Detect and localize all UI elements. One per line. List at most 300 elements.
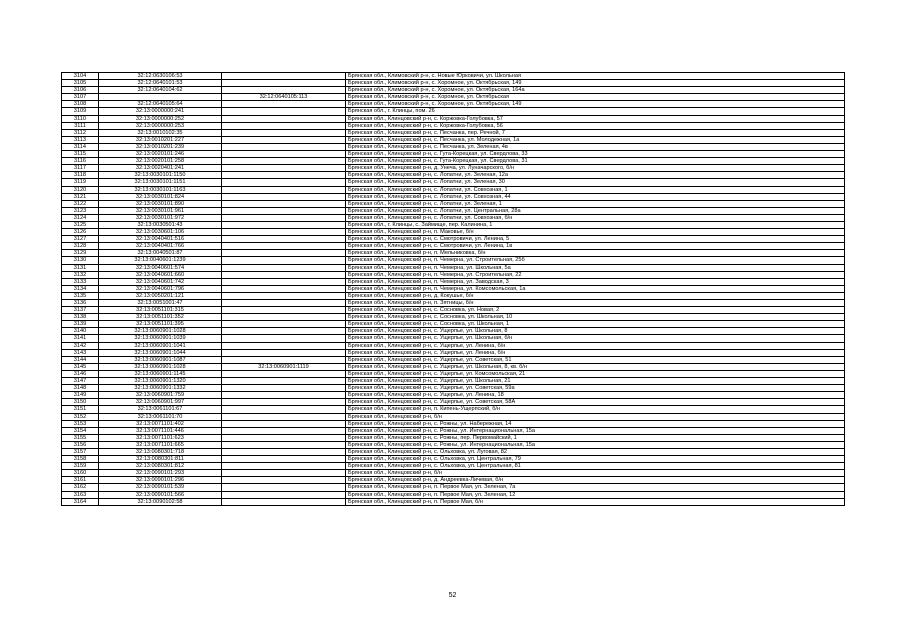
table-row (62, 236, 845, 243)
address-cell: Брянская обл., Клинцовский р-н, с. Лопатни, ул. Зеленая, 30 (346, 179, 845, 186)
secondary-cadastral-number-cell (222, 342, 346, 349)
secondary-cadastral-number-cell (222, 285, 346, 292)
address-cell: Брянская обл., Клинцовский р-н, с. Сосновка, ул. Новая, 2 (346, 307, 845, 314)
table-row (62, 491, 845, 498)
table-row (62, 307, 845, 314)
address-cell: Брянская обл., Клинцовский р-н, п. Кипень-Ущерпский, б/н (346, 406, 845, 413)
secondary-cadastral-number-cell (222, 186, 346, 193)
row-number-cell: 3115 (62, 151, 99, 158)
table-row (62, 243, 845, 250)
address-cell: Брянская обл., Клинцовский р-н, с. Песчанка, ул. Зеленая, 4в (346, 143, 845, 150)
secondary-cadastral-number-cell (222, 214, 346, 221)
secondary-cadastral-number-cell (222, 73, 346, 80)
row-number-cell: 3146 (62, 370, 99, 377)
row-number-cell: 3123 (62, 207, 99, 214)
table-row (62, 87, 845, 94)
table-row (62, 427, 845, 434)
table-row (62, 73, 845, 80)
secondary-cadastral-number-cell (222, 264, 346, 271)
row-number-cell: 3156 (62, 441, 99, 448)
secondary-cadastral-number-cell (222, 108, 346, 115)
row-number-cell: 3157 (62, 448, 99, 455)
row-number-cell: 3136 (62, 300, 99, 307)
row-number-cell: 3109 (62, 108, 99, 115)
table-row (62, 115, 845, 122)
table-row (62, 448, 845, 455)
row-number-cell: 3134 (62, 285, 99, 292)
secondary-cadastral-number-cell (222, 420, 346, 427)
table-row (62, 413, 845, 420)
cadastral-number-cell: 32:13:0060901:1087 (99, 356, 222, 363)
table-row (62, 385, 845, 392)
row-number-cell: 3119 (62, 179, 99, 186)
secondary-cadastral-number-cell (222, 292, 346, 299)
row-number-cell: 3106 (62, 87, 99, 94)
row-number-cell: 3110 (62, 115, 99, 122)
cadastral-number-cell: 32:13:0060901:1145 (99, 370, 222, 377)
address-cell: Брянская обл., Клинцовский р-н, п. Первое Мая, ул. Зеленая, 12 (346, 491, 845, 498)
secondary-cadastral-number-cell (222, 115, 346, 122)
table-row (62, 165, 845, 172)
secondary-cadastral-number-cell (222, 172, 346, 179)
secondary-cadastral-number-cell (222, 321, 346, 328)
row-number-cell: 3147 (62, 378, 99, 385)
cadastral-number-cell: 32:13:0050201:121 (99, 292, 222, 299)
secondary-cadastral-number-cell (222, 491, 346, 498)
address-cell: Брянская обл., Клинцовский р-н, с. Ущерпье, ул. Школьная, 8 (346, 328, 845, 335)
secondary-cadastral-number-cell (222, 328, 346, 335)
table-row (62, 193, 845, 200)
address-cell: Брянская обл., Клинцовский р-н, п. Зятницы, б/н (346, 300, 845, 307)
table-row (62, 94, 845, 101)
row-number-cell: 3149 (62, 392, 99, 399)
cadastral-number-cell: 32:13:0071101:623 (99, 434, 222, 441)
address-cell: Брянская обл., Клинцовский р-н, с. Ущерпье, ул. Советская, 51 (346, 356, 845, 363)
table-row (62, 420, 845, 427)
table-row (62, 80, 845, 87)
cadastral-number-cell: 32:13:0090102:58 (99, 498, 222, 505)
table-row (62, 207, 845, 214)
cadastral-number-cell: 32:13:0030101:1151 (99, 179, 222, 186)
row-number-cell: 3155 (62, 434, 99, 441)
secondary-cadastral-number-cell (222, 250, 346, 257)
secondary-cadastral-number-cell (222, 271, 346, 278)
row-number-cell: 3139 (62, 321, 99, 328)
secondary-cadastral-number-cell (222, 484, 346, 491)
address-cell: Брянская обл., Клинцовский р-н, п. Маковье, б/н (346, 229, 845, 236)
address-cell: Брянская обл., Клинцовский р-н, с. Ущерпье, ул. Ленина, б/н (346, 342, 845, 349)
address-cell: Брянская обл., Клинцовский р-н, с. Песчанка, пер. Речной, 7 (346, 129, 845, 136)
address-cell: Брянская обл., Клинцовский р-н, д. Андреевка-Личевая, б/н (346, 477, 845, 484)
address-cell: Брянская обл., Клинцовский р-н, с. Сосновка, ул. Школьная, 10 (346, 314, 845, 321)
cadastral-number-cell: 32:13:0000000:241 (99, 108, 222, 115)
cadastral-number-cell: 32:12:0640105:64 (99, 101, 222, 108)
address-cell: Брянская обл., Клинцовский р-н, с. Ущерпье, ул. Школьная, б/н (346, 335, 845, 342)
row-number-cell: 3131 (62, 264, 99, 271)
register-table-body (62, 73, 845, 506)
cadastral-number-cell: 32:13:0000000:252 (99, 115, 222, 122)
table-row (62, 158, 845, 165)
cadastral-number-cell: 32:13:0000000:253 (99, 122, 222, 129)
cadastral-number-cell: 32:13:0020101:258 (99, 158, 222, 165)
secondary-cadastral-number-cell (222, 87, 346, 94)
table-row (62, 463, 845, 470)
cadastral-number-cell: 32:13:0030501:43 (99, 221, 222, 228)
row-number-cell: 3154 (62, 427, 99, 434)
secondary-cadastral-number-cell (222, 158, 346, 165)
table-row (62, 406, 845, 413)
table-row (62, 356, 845, 363)
table-row (62, 392, 845, 399)
table-row (62, 250, 845, 257)
table-row (62, 342, 845, 349)
cadastral-number-cell: 32:13:0051101:315 (99, 307, 222, 314)
address-cell: Брянская обл., Клинцовский р-н, п. Первое Мая, б/н (346, 498, 845, 505)
address-cell: Брянская обл., Клинцовский р-н, с. Ущерпье, ул. Комсомольская, 21 (346, 370, 845, 377)
cadastral-number-cell: 32:13:0030601:106 (99, 229, 222, 236)
address-cell: Брянская обл., Клинцовский р-н, с. Гута-Корецкая, ул. Свердлова, 31 (346, 158, 845, 165)
secondary-cadastral-number-cell (222, 427, 346, 434)
row-number-cell: 3133 (62, 278, 99, 285)
secondary-cadastral-number-cell (222, 370, 346, 377)
cadastral-number-cell: 32:13:0040601:796 (99, 285, 222, 292)
row-number-cell: 3105 (62, 80, 99, 87)
cadastral-number-cell: 32:13:0020401:241 (99, 165, 222, 172)
cadastral-number-cell: 32:13:0030101:961 (99, 207, 222, 214)
address-cell: Брянская обл., Клинцовский р-н, с. Ущерпье, ул. Школьная, 8, кв. б/н (346, 363, 845, 370)
row-number-cell: 3159 (62, 463, 99, 470)
row-number-cell: 3111 (62, 122, 99, 129)
cadastral-number-cell: 32:13:0090101:566 (99, 491, 222, 498)
secondary-cadastral-number-cell (222, 229, 346, 236)
row-number-cell: 3164 (62, 498, 99, 505)
table-row (62, 108, 845, 115)
address-cell: Брянская обл., Климовский р-н, с. Хоромное, ул. Октябрьская, 164а (346, 87, 845, 94)
table-row (62, 300, 845, 307)
secondary-cadastral-number-cell (222, 314, 346, 321)
table-row (62, 363, 845, 370)
row-number-cell: 3141 (62, 335, 99, 342)
address-cell: Брянская обл., Клинцовский р-н, с. Рожны, ул. Интернациональная, 15а (346, 427, 845, 434)
row-number-cell: 3148 (62, 385, 99, 392)
cadastral-number-cell: 32:13:0060901:1320 (99, 378, 222, 385)
row-number-cell: 3129 (62, 250, 99, 257)
secondary-cadastral-number-cell (222, 335, 346, 342)
table-row (62, 477, 845, 484)
cadastral-number-cell: 32:13:0060901:1028 (99, 328, 222, 335)
secondary-cadastral-number-cell (222, 441, 346, 448)
cadastral-number-cell: 32:13:0030101:890 (99, 200, 222, 207)
secondary-cadastral-number-cell (222, 200, 346, 207)
secondary-cadastral-number-cell (222, 463, 346, 470)
address-cell: Брянская обл., Клинцовский р-н, с. Ущерпье, ул. Советская, 59а (346, 385, 845, 392)
secondary-cadastral-number-cell (222, 392, 346, 399)
row-number-cell: 3162 (62, 484, 99, 491)
cadastral-number-cell: 32:13:0071101:402 (99, 420, 222, 427)
secondary-cadastral-number-cell (222, 101, 346, 108)
cadastral-number-cell: 32:13:0060901:1041 (99, 342, 222, 349)
table-row (62, 200, 845, 207)
row-number-cell: 3142 (62, 342, 99, 349)
address-cell: Брянская обл., Клинцовский р-н, с. Лопатни, ул. Совхозная, 1 (346, 186, 845, 193)
secondary-cadastral-number-cell (222, 349, 346, 356)
cadastral-number-cell: 32:13:0090101:296 (99, 477, 222, 484)
row-number-cell: 3137 (62, 307, 99, 314)
address-cell: Брянская обл., Клинцовский р-н, с. Сосновка, ул. Школьная, 1 (346, 321, 845, 328)
cadastral-number-cell: 32:12:0640104:62 (99, 87, 222, 94)
address-cell: Брянская обл., Клинцовский р-н, с. Смотровичи, ул. Ленина, 5 (346, 236, 845, 243)
table-row (62, 221, 845, 228)
table-row (62, 378, 845, 385)
cadastral-number-cell: 32:13:0080301:811 (99, 456, 222, 463)
secondary-cadastral-number-cell (222, 80, 346, 87)
row-number-cell: 3127 (62, 236, 99, 243)
secondary-cadastral-number-cell (222, 307, 346, 314)
address-cell: Брянская обл., Клинцовский р-н, с. Ущерпье, ул. Ленина, б/н (346, 349, 845, 356)
cadastral-number-cell: 32:13:0060901:1028 (99, 363, 222, 370)
table-row (62, 399, 845, 406)
secondary-cadastral-number-cell (222, 470, 346, 477)
secondary-cadastral-number-cell (222, 221, 346, 228)
address-cell: Брянская обл., Клинцовский р-н, п. Чемерна, ул. Комсомольская, 1а (346, 285, 845, 292)
cadastral-number-cell: 32:13:0040601:660 (99, 271, 222, 278)
table-row (62, 143, 845, 150)
address-cell: Брянская обл., Климовский р-н, с. Хоромное, ул. Октябрьская (346, 94, 845, 101)
secondary-cadastral-number-cell (222, 179, 346, 186)
row-number-cell: 3132 (62, 271, 99, 278)
address-cell: Брянская обл., Клинцовский р-н, д. Унеча, ул. Луначарского, б/н (346, 165, 845, 172)
cadastral-number-cell: 32:13:0040501:87 (99, 250, 222, 257)
row-number-cell: 3128 (62, 243, 99, 250)
cadastral-number-cell: 32:13:0090101:293 (99, 470, 222, 477)
address-cell: Брянская обл., Клинцовский р-н, п. Чемерна, ул. Заводская, 3 (346, 278, 845, 285)
table-row (62, 349, 845, 356)
cadastral-number-cell: 32:12:0640101:53 (99, 80, 222, 87)
address-cell: Брянская обл., Клинцовский р-н, с. Лопатни, ул. Совхозная, 44 (346, 193, 845, 200)
address-cell: Брянская обл., Клинцовский р-н, с. Лопатни, ул. Совхозная, б/н (346, 214, 845, 221)
address-cell: Брянская обл., г. Клинцы, пом. 26 (346, 108, 845, 115)
cadastral-number-cell: 32:13:0061101:70 (99, 413, 222, 420)
address-cell: Брянская обл., Клинцовский р-н, с. Ущерпье, ул. Школьная, 21 (346, 378, 845, 385)
address-cell: Брянская обл., Клинцовский р-н, с. Ольховка, ул. Центральная, 81 (346, 463, 845, 470)
row-number-cell: 3125 (62, 221, 99, 228)
row-number-cell: 3124 (62, 214, 99, 221)
address-cell: Брянская обл., Клинцовский р-н, с. Рожны, ул. Интернациональная, 15а (346, 441, 845, 448)
table-row (62, 101, 845, 108)
row-number-cell: 3151 (62, 406, 99, 413)
secondary-cadastral-number-cell (222, 378, 346, 385)
table-row (62, 179, 845, 186)
cadastral-number-cell: 32:13:0020101:246 (99, 151, 222, 158)
cadastral-number-cell: 32:13:0051101:352 (99, 314, 222, 321)
secondary-cadastral-number-cell (222, 434, 346, 441)
address-cell: Брянская обл., Клинцовский р-н, с. Песчанка, ул. Молодежная, 1а (346, 136, 845, 143)
row-number-cell: 3118 (62, 172, 99, 179)
row-number-cell: 3144 (62, 356, 99, 363)
row-number-cell: 3126 (62, 229, 99, 236)
address-cell: Брянская обл., Климовский р-н, с. Хоромное, ул. Октябрьская, 149 (346, 80, 845, 87)
row-number-cell: 3107 (62, 94, 99, 101)
row-number-cell: 3114 (62, 143, 99, 150)
row-number-cell: 3152 (62, 413, 99, 420)
row-number-cell: 3113 (62, 136, 99, 143)
cadastral-number-cell: 32:13:0060901:997 (99, 399, 222, 406)
row-number-cell: 3122 (62, 200, 99, 207)
address-cell: Брянская обл., Клинцовский р-н, с. Коржовка-Голубовка, 56 (346, 122, 845, 129)
cadastral-number-cell: 32:13:0040601:574 (99, 264, 222, 271)
table-row (62, 229, 845, 236)
secondary-cadastral-number-cell (222, 300, 346, 307)
cadastral-number-cell: 32:13:0030101:824 (99, 193, 222, 200)
address-cell: Брянская обл., Клинцовский р-н, с. Коржовка-Голубовка, 57 (346, 115, 845, 122)
address-cell: Брянская обл., Клинцовский р-н, с. Рожны, ул. Набережная, 14 (346, 420, 845, 427)
row-number-cell: 3161 (62, 477, 99, 484)
secondary-cadastral-number-cell (222, 165, 346, 172)
cadastral-number-cell: 32:13:0010201:239 (99, 143, 222, 150)
row-number-cell: 3160 (62, 470, 99, 477)
cadastral-number-cell: 32:13:0040601:1239 (99, 257, 222, 264)
address-cell: Брянская обл., Клинцовский р-н, д. Кокушье, б/н (346, 292, 845, 299)
secondary-cadastral-number-cell (222, 385, 346, 392)
table-row (62, 257, 845, 264)
secondary-cadastral-number-cell (222, 356, 346, 363)
table-row (62, 151, 845, 158)
address-cell: Брянская обл., Клинцовский р-н, с. Ольховка, ул. Центральная, 79 (346, 456, 845, 463)
table-row (62, 122, 845, 129)
secondary-cadastral-number-cell (222, 193, 346, 200)
secondary-cadastral-number-cell (222, 151, 346, 158)
row-number-cell: 3120 (62, 186, 99, 193)
address-cell: Брянская обл., Клинцовский р-н, с. Ольховка, ул. Луговая, 82 (346, 448, 845, 455)
cadastral-number-cell: 32:13:0060901:1039 (99, 335, 222, 342)
cadastral-number-cell: 32:13:0090101:539 (99, 484, 222, 491)
cadastral-number-cell: 32:13:0030101:972 (99, 214, 222, 221)
secondary-cadastral-number-cell (222, 498, 346, 505)
table-row (62, 441, 845, 448)
row-number-cell: 3163 (62, 491, 99, 498)
cadastral-number-cell: 32:13:0010102:35 (99, 129, 222, 136)
secondary-cadastral-number-cell (222, 236, 346, 243)
cadastral-number-cell (99, 94, 222, 101)
cadastral-number-cell: 32:13:0030101:1150 (99, 172, 222, 179)
secondary-cadastral-number-cell (222, 413, 346, 420)
table-row (62, 136, 845, 143)
row-number-cell: 3158 (62, 456, 99, 463)
table-row (62, 484, 845, 491)
table-row (62, 285, 845, 292)
address-cell: Брянская обл., Клинцовский р-н, п. Чемерна, ул. Строительная, 22 (346, 271, 845, 278)
row-number-cell: 3138 (62, 314, 99, 321)
address-cell: Брянская обл., Клинцовский р-н, с. Лопатни, ул. Центральная, 28а (346, 207, 845, 214)
address-cell: Брянская обл., Клинцовский р-н, б/н (346, 413, 845, 420)
row-number-cell: 3143 (62, 349, 99, 356)
row-number-cell: 3112 (62, 129, 99, 136)
address-cell: Брянская обл., Клинцовский р-н, п. Чемерна, ул. Школьная, 5а (346, 264, 845, 271)
table-row (62, 186, 845, 193)
row-number-cell: 3116 (62, 158, 99, 165)
cadastral-number-cell: 32:13:0061101:67 (99, 406, 222, 413)
address-cell: Брянская обл., Клинцовский р-н, с. Лопатни, ул. Зеленая, 1 (346, 200, 845, 207)
cadastral-number-cell: 32:13:0060901:759 (99, 392, 222, 399)
secondary-cadastral-number-cell: 32:12:0640105:113 (222, 94, 346, 101)
table-row (62, 264, 845, 271)
cadastral-number-cell: 32:13:0080301:812 (99, 463, 222, 470)
address-cell: Брянская обл., Клинцовский р-н, с. Рожны, пер. Первомайский, 1 (346, 434, 845, 441)
secondary-cadastral-number-cell (222, 129, 346, 136)
secondary-cadastral-number-cell (222, 399, 346, 406)
cadastral-number-cell: 32:13:0051001:47 (99, 300, 222, 307)
table-row (62, 278, 845, 285)
row-number-cell: 3121 (62, 193, 99, 200)
row-number-cell: 3104 (62, 73, 99, 80)
cadastral-number-cell: 32:13:0071101:446 (99, 427, 222, 434)
address-cell: Брянская обл., Клинцовский р-н, п. Первое Мая, ул. Зеленая, 7а (346, 484, 845, 491)
secondary-cadastral-number-cell (222, 207, 346, 214)
secondary-cadastral-number-cell (222, 477, 346, 484)
address-cell: Брянская обл., Клинцовский р-н, б/н (346, 470, 845, 477)
address-cell: Брянская обл., Климовский р-н, с. Новые Юрковичи, ул. Школьная (346, 73, 845, 80)
secondary-cadastral-number-cell: 32:13:0060901:1119 (222, 363, 346, 370)
cadastral-number-cell: 32:13:0080301:718 (99, 448, 222, 455)
secondary-cadastral-number-cell (222, 136, 346, 143)
secondary-cadastral-number-cell (222, 257, 346, 264)
cadastral-number-cell: 32:13:0040401:766 (99, 243, 222, 250)
row-number-cell: 3108 (62, 101, 99, 108)
address-cell: Брянская обл., Клинцовский р-н, п. Чемерна, ул. Строительная, 25б (346, 257, 845, 264)
row-number-cell: 3153 (62, 420, 99, 427)
address-cell: Брянская обл., Клинцовский р-н, с. Лопатни, ул. Зеленая, 12а (346, 172, 845, 179)
cadastral-number-cell: 32:13:0060901:1332 (99, 385, 222, 392)
address-cell: Брянская обл., Клинцовский р-н, с. Смотровичи, ул. Ленина, 1в (346, 243, 845, 250)
cadastral-number-cell: 32:13:0030101:1163 (99, 186, 222, 193)
property-register-table (61, 72, 845, 506)
address-cell: Брянская обл., Клинцовский р-н, с. Ущерпье, ул. Советская, 58А (346, 399, 845, 406)
table-row (62, 434, 845, 441)
cadastral-number-cell: 32:13:0010201:227 (99, 136, 222, 143)
secondary-cadastral-number-cell (222, 243, 346, 250)
address-cell: Брянская обл., Климовский р-н, с. Хоромное, ул. Октябрьская, 149 (346, 101, 845, 108)
secondary-cadastral-number-cell (222, 278, 346, 285)
secondary-cadastral-number-cell (222, 406, 346, 413)
address-cell: Брянская обл., Клинцовский р-н, с. Гута-Корецкая, ул. Свердлова, 33 (346, 151, 845, 158)
row-number-cell: 3135 (62, 292, 99, 299)
table-row (62, 470, 845, 477)
table-row (62, 335, 845, 342)
address-cell: Брянская обл., Клинцовский р-н, с. Ущерпье, ул. Ленина, 18 (346, 392, 845, 399)
cadastral-number-cell: 32:12:0630106:53 (99, 73, 222, 80)
address-cell: Брянская обл., г. Клинцы, с. Займище, пер. Калинина, 1 (346, 221, 845, 228)
cadastral-number-cell: 32:13:0051101:395 (99, 321, 222, 328)
cadastral-number-cell: 32:13:0071101:665 (99, 441, 222, 448)
row-number-cell: 3117 (62, 165, 99, 172)
table-row (62, 214, 845, 221)
secondary-cadastral-number-cell (222, 456, 346, 463)
table-row (62, 498, 845, 505)
table-row (62, 271, 845, 278)
cadastral-number-cell: 32:13:0040401:516 (99, 236, 222, 243)
row-number-cell: 3150 (62, 399, 99, 406)
row-number-cell: 3145 (62, 363, 99, 370)
row-number-cell: 3130 (62, 257, 99, 264)
address-cell: Брянская обл., Клинцовский р-н, п. Мельниковка, б/н (346, 250, 845, 257)
table-row (62, 314, 845, 321)
page-number: 52 (448, 592, 457, 599)
table-row (62, 129, 845, 136)
table-row (62, 370, 845, 377)
table-row (62, 292, 845, 299)
secondary-cadastral-number-cell (222, 143, 346, 150)
table-row (62, 456, 845, 463)
